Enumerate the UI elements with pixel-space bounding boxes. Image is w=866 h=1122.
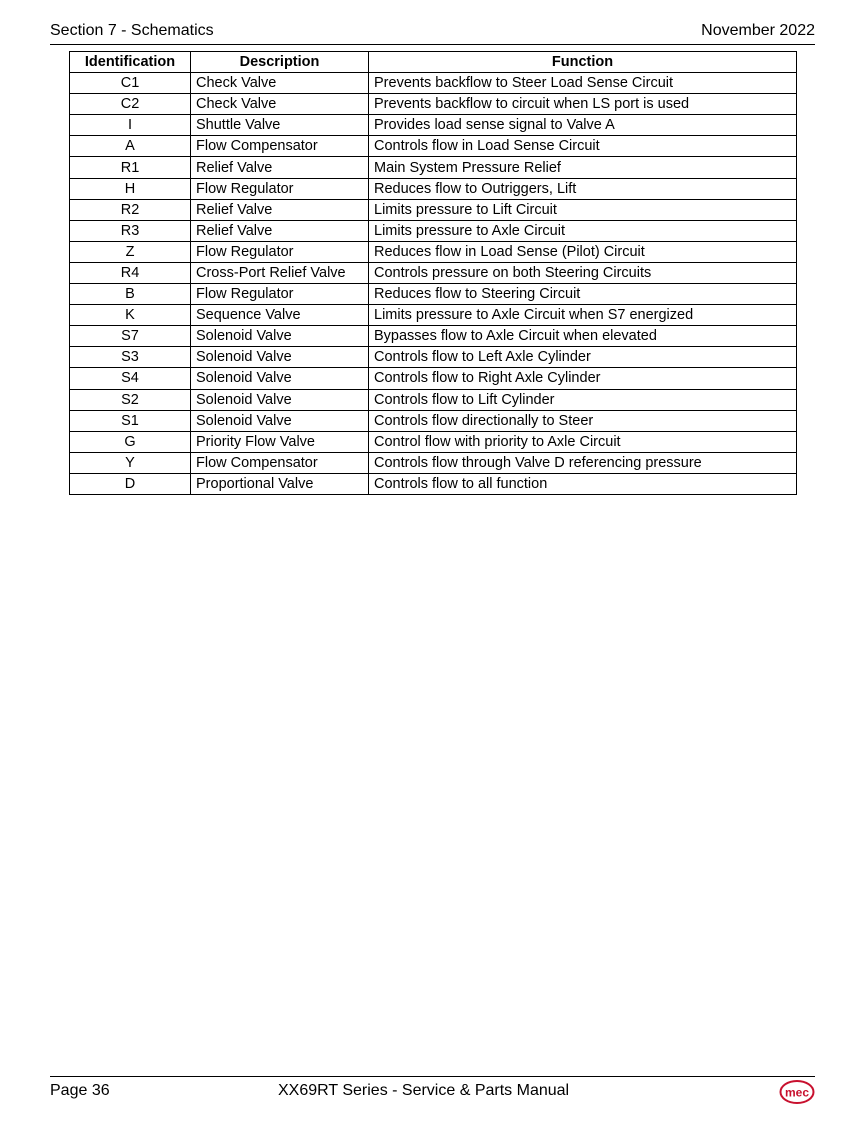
logo-text: mec (784, 1085, 810, 1100)
manual-title: XX69RT Series - Service & Parts Manual (278, 1082, 570, 1099)
cell-identification: S3 (70, 347, 191, 368)
valve-table (69, 51, 797, 495)
cell-description: Sequence Valve (191, 305, 369, 326)
cell-identification: S1 (70, 410, 191, 431)
table-row (70, 73, 797, 94)
table-row (70, 473, 797, 494)
cell-function: Controls flow through Valve D referencing pressure (369, 452, 797, 473)
cell-identification: R2 (70, 199, 191, 220)
cell-description: Relief Valve (191, 220, 369, 241)
cell-description: Shuttle Valve (191, 115, 369, 136)
cell-description: Flow Regulator (191, 241, 369, 262)
table-row (70, 220, 797, 241)
cell-description: Flow Regulator (191, 284, 369, 305)
cell-identification: S7 (70, 326, 191, 347)
page-footer (50, 1076, 815, 1107)
cell-function: Prevents backflow to Steer Load Sense Circuit (369, 73, 797, 94)
cell-description: Priority Flow Valve (191, 431, 369, 452)
column-header-function: Function (369, 52, 797, 73)
cell-function: Limits pressure to Lift Circuit (369, 199, 797, 220)
table-row (70, 178, 797, 199)
table-row (70, 199, 797, 220)
cell-function: Reduces flow in Load Sense (Pilot) Circuit (369, 241, 797, 262)
cell-function: Controls flow to all function (369, 473, 797, 494)
cell-description: Cross-Port Relief Valve (191, 262, 369, 283)
column-header-description: Description (191, 52, 369, 73)
cell-identification: S2 (70, 389, 191, 410)
header-date: November 2022 (701, 22, 815, 39)
page-number: Page 36 (50, 1082, 110, 1099)
cell-description: Solenoid Valve (191, 368, 369, 389)
table-row (70, 115, 797, 136)
cell-identification: C2 (70, 94, 191, 115)
table-body (70, 73, 797, 495)
cell-function: Controls flow to Left Axle Cylinder (369, 347, 797, 368)
table-row (70, 305, 797, 326)
cell-description: Flow Compensator (191, 452, 369, 473)
table-row (70, 262, 797, 283)
cell-identification: G (70, 431, 191, 452)
cell-description: Check Valve (191, 73, 369, 94)
cell-function: Limits pressure to Axle Circuit when S7 energized (369, 305, 797, 326)
cell-description: Check Valve (191, 94, 369, 115)
cell-function: Limits pressure to Axle Circuit (369, 220, 797, 241)
cell-identification: A (70, 136, 191, 157)
cell-identification: S4 (70, 368, 191, 389)
cell-description: Solenoid Valve (191, 347, 369, 368)
cell-description: Relief Valve (191, 199, 369, 220)
cell-identification: Y (70, 452, 191, 473)
table-row (70, 389, 797, 410)
table-row (70, 410, 797, 431)
cell-description: Relief Valve (191, 157, 369, 178)
page-header (50, 22, 815, 45)
cell-identification: R4 (70, 262, 191, 283)
cell-function: Main System Pressure Relief (369, 157, 797, 178)
cell-function: Controls flow to Right Axle Cylinder (369, 368, 797, 389)
cell-identification: R1 (70, 157, 191, 178)
cell-function: Bypasses flow to Axle Circuit when elevated (369, 326, 797, 347)
table-row (70, 347, 797, 368)
cell-identification: H (70, 178, 191, 199)
cell-description: Solenoid Valve (191, 410, 369, 431)
cell-function: Control flow with priority to Axle Circuit (369, 431, 797, 452)
cell-function: Controls flow to Lift Cylinder (369, 389, 797, 410)
cell-description: Solenoid Valve (191, 326, 369, 347)
section-title: Section 7 - Schematics (50, 22, 214, 39)
table-row (70, 431, 797, 452)
cell-function: Controls pressure on both Steering Circuits (369, 262, 797, 283)
cell-function: Prevents backflow to circuit when LS port is used (369, 94, 797, 115)
cell-identification: D (70, 473, 191, 494)
cell-function: Provides load sense signal to Valve A (369, 115, 797, 136)
cell-function: Reduces flow to Steering Circuit (369, 284, 797, 305)
column-header-identification: Identification (70, 52, 191, 73)
cell-identification: B (70, 284, 191, 305)
cell-description: Solenoid Valve (191, 389, 369, 410)
table-row (70, 326, 797, 347)
cell-identification: C1 (70, 73, 191, 94)
table-row (70, 136, 797, 157)
cell-description: Flow Regulator (191, 178, 369, 199)
cell-identification: R3 (70, 220, 191, 241)
cell-function: Controls flow directionally to Steer (369, 410, 797, 431)
table-row (70, 284, 797, 305)
cell-description: Proportional Valve (191, 473, 369, 494)
mec-logo (779, 1079, 815, 1105)
cell-function: Controls flow in Load Sense Circuit (369, 136, 797, 157)
table-row (70, 157, 797, 178)
cell-identification: Z (70, 241, 191, 262)
cell-function: Reduces flow to Outriggers, Lift (369, 178, 797, 199)
cell-description: Flow Compensator (191, 136, 369, 157)
table-row (70, 452, 797, 473)
table-row (70, 368, 797, 389)
table-row (70, 94, 797, 115)
table-header-row (70, 52, 797, 73)
table-row (70, 241, 797, 262)
cell-identification: I (70, 115, 191, 136)
cell-identification: K (70, 305, 191, 326)
